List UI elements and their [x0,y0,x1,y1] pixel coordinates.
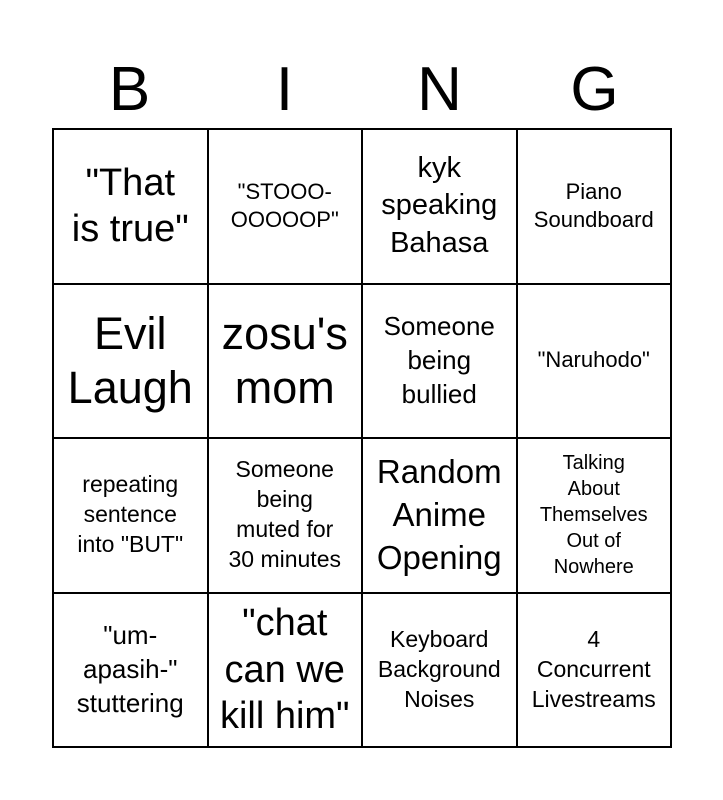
bingo-cell-text: Keyboard Background Noises [377,625,501,712]
bingo-cell-text: "That is true" [71,161,189,251]
bingo-cell[interactable] [53,593,208,748]
bingo-cell-text: "Naruhodo" [537,347,650,373]
bingo-cell[interactable] [362,593,517,748]
bingo-cell[interactable] [208,129,363,284]
bingo-cell-text: repeating sentence into "BUT" [77,471,184,558]
bingo-cell[interactable] [208,284,363,439]
bingo-cell-text: Random Anime Opening [376,452,502,576]
bingo-cell[interactable] [517,284,672,439]
bingo-cell-text: kyk speaking Bahasa [381,151,498,260]
bingo-cell-text: zosu's mom [221,307,348,413]
bingo-cell[interactable] [362,129,517,284]
bingo-cell[interactable] [53,129,208,284]
bingo-cell-text: Evil Laugh [67,307,193,413]
bingo-cell-text: "chat can we kill him" [219,602,350,737]
bingo-cell[interactable] [517,438,672,593]
bingo-cell-text: Piano Soundboard [533,178,654,233]
bingo-cell[interactable] [53,438,208,593]
header-letter-i: I [275,55,294,124]
bingo-cell-text: "um- apasih-" stuttering [76,620,184,718]
header-letter-g: G [570,55,619,124]
bingo-header [52,52,672,128]
bingo-cell[interactable] [362,438,517,593]
header-letter-b: B [108,55,151,124]
bingo-cell[interactable] [208,593,363,748]
bingo-cell[interactable] [362,284,517,439]
bingo-cell[interactable] [517,593,672,748]
bingo-cell[interactable] [53,284,208,439]
bingo-cell-text: Someone being muted for 30 minutes [228,456,341,573]
bingo-cell[interactable] [208,438,363,593]
bingo-cell-text: "STOOO- OOOOOP" [230,178,339,233]
bingo-grid [52,128,672,748]
bingo-cell-text: 4 Concurrent Livestreams [531,625,656,712]
bingo-cell[interactable] [517,129,672,284]
bingo-cell-text: Someone being bullied [383,311,495,409]
header-letter-n: N [417,55,462,124]
bingo-cell-text: Talking About Themselves Out of Nowhere [539,452,648,579]
